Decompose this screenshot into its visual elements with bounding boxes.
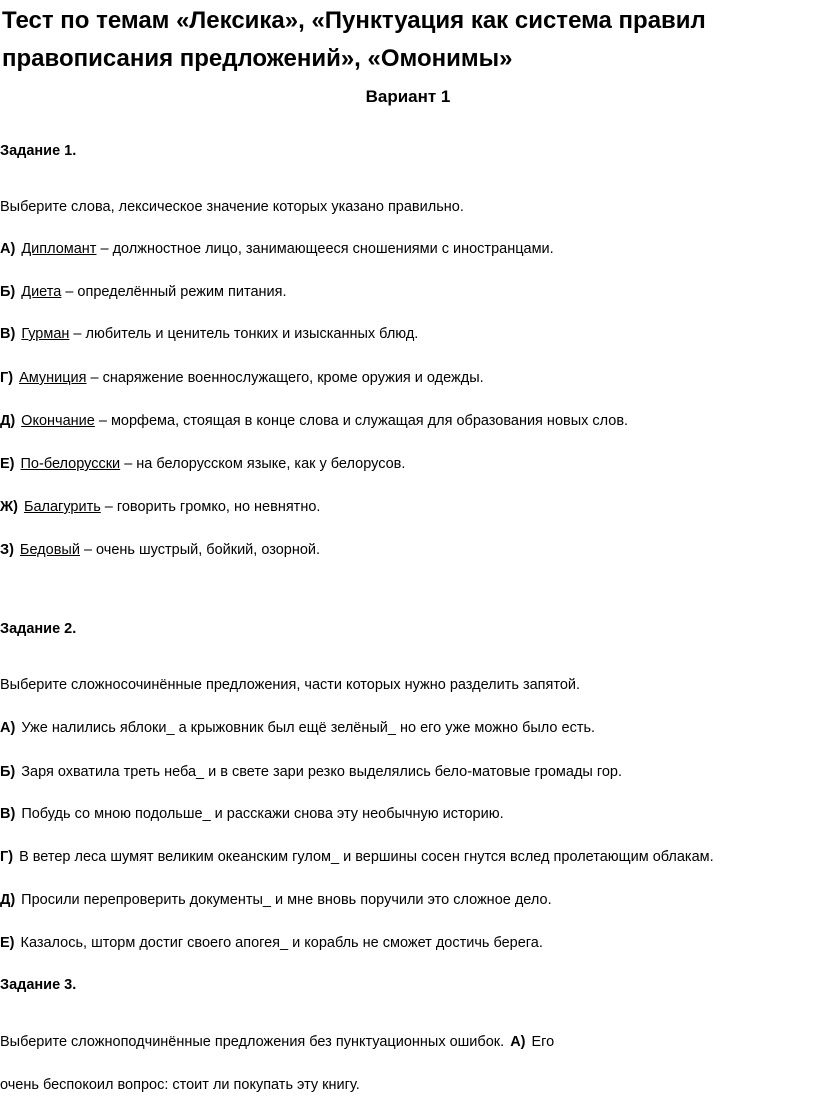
task-2-option [0,718,812,738]
task-1-option [0,454,812,474]
variant-heading: Вариант 1 [365,87,451,106]
task-1-option [0,411,812,431]
task-1-option [0,239,812,259]
task-3-option-continuation: очень беспокоил вопрос: стоит ли покупать эту книгу. [0,1077,360,1093]
term-word: Диета [21,284,62,300]
term-definition: – говорить громко, но невнятно. [100,499,321,515]
term-definition: – очень шустрый, бойкий, озорной. [79,542,321,558]
task-2-option [0,890,812,910]
term-word: По-белорусски [20,456,121,472]
sentence-text: Просили перепроверить документы_ и мне вновь поручили это сложное дело. [21,892,552,908]
term-definition: – снаряжение военнослужащего, кроме оружия и одежды. [86,370,484,386]
option-letter: Е) [0,456,15,472]
task-3-instruction-line [0,1032,812,1052]
sentence-text: Побудь со мною подольше_ и расскажи снова эту необычную историю. [21,806,504,822]
task-1-option [0,540,812,560]
task-3-heading: Задание 3. [0,977,77,993]
option-letter: Г) [0,370,14,386]
term-definition: – любитель и ценитель тонких и изысканных блюд. [69,326,419,342]
term-definition: – должностное лицо, занимающееся сношениями с иностранцами. [96,241,554,257]
option-letter: Е) [0,935,15,951]
task-2-option [0,933,812,953]
term-word: Балагурить [23,499,101,515]
sentence-text: В ветер леса шумят великим океанским гулом_ и вершины сосен гнутся вслед пролетающим облакам. [19,849,714,865]
option-letter: Д) [0,413,16,429]
term-word: Гурман [21,326,70,342]
term-word: Окончание [21,413,95,429]
option-letter: А) [0,720,16,736]
task-2-option [0,847,812,867]
option-letter: А) [0,241,16,257]
term-definition: – на белорусском языке, как у белорусов. [120,456,406,472]
task-3-instruction: Выберите сложноподчинённые предложения без пунктуационных ошибок. [0,1034,505,1050]
task-2-option [0,762,812,782]
task-1-option [0,497,812,517]
option-letter: Д) [0,892,16,908]
term-definition: – определённый режим питания. [61,284,287,300]
term-word: Бедовый [19,542,80,558]
sentence-text: Его [531,1034,555,1050]
option-letter: А) [510,1034,526,1050]
option-letter: З) [0,542,14,558]
term-definition: – морфема, стоящая в конце слова и служащая для образования новых слов. [94,413,629,429]
task-1-instruction: Выберите слова, лексическое значение которых указано правильно. [0,199,464,215]
document-title: Тест по темам «Лексика», «Пунктуация как система правил правописания предложений», «Омонимы» [2,7,706,72]
option-letter: Б) [0,284,16,300]
task-1-heading: Задание 1. [0,143,77,159]
term-word: Амуниция [19,370,87,386]
sentence-text: Уже налились яблоки_ а крыжовник был ещё зелёный_ но его уже можно было есть. [21,720,596,736]
option-letter: Ж) [0,499,18,515]
task-1-option [0,368,812,388]
option-letter: Г) [0,849,14,865]
option-letter: В) [0,326,16,342]
task-1-option [0,282,812,302]
option-letter: В) [0,806,16,822]
task-2-heading: Задание 2. [0,621,77,637]
task-2-option [0,804,812,824]
sentence-text: Казалось, шторм достиг своего апогея_ и корабль не сможет достичь берега. [20,935,543,951]
task-2-instruction: Выберите сложносочинённые предложения, части которых нужно разделить запятой. [0,677,581,693]
sentence-text: Заря охватила треть неба_ и в свете зари резко выделялись бело-матовые громады гор. [21,764,622,780]
term-word: Дипломант [21,241,97,257]
task-1-option [0,324,812,344]
option-letter: Б) [0,764,16,780]
